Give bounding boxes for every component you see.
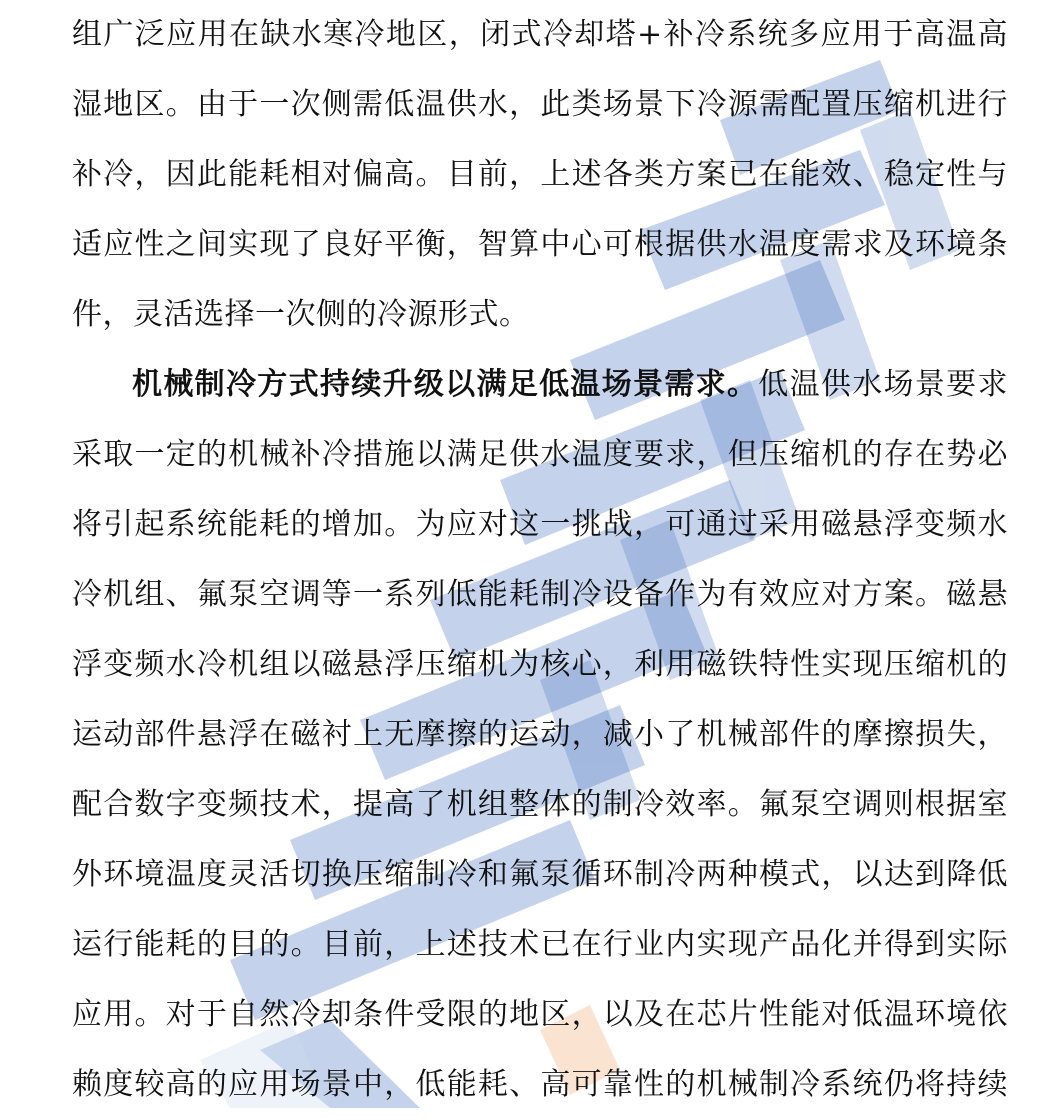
text-line: 将引起系统能耗的增加。为应对这一挑战，可通过采用磁悬浮变频水 — [72, 507, 1008, 542]
paragraph-2 — [72, 350, 1008, 1120]
text-line: 组广泛应用在缺水寒冷地区，闭式冷却塔+补冷系统多应用于高温高 — [72, 17, 1008, 52]
text-line: 应用。对于自然冷却条件受限的地区，以及在芯片性能对低温环境依 — [72, 997, 1008, 1032]
body-text — [72, 0, 1008, 1120]
text-line: 湿地区。由于一次侧需低温供水，此类场景下冷源需配置压缩机进行 — [72, 87, 1008, 122]
text-line: 采取一定的机械补冷措施以满足供水温度要求，但压缩机的存在势必 — [72, 437, 1008, 472]
text-line: 件，灵活选择一次侧的冷源形式。 — [72, 297, 530, 332]
text-line: 外环境温度灵活切换压缩制冷和氟泵循环制冷两种模式，以达到降低 — [72, 857, 1008, 892]
text-line: 配合数字变频技术，提高了机组整体的制冷效率。氟泵空调则根据室 — [72, 787, 1008, 822]
text-line: 赖度较高的应用场景中，低能耗、高可靠性的机械制冷系统仍将持续 — [72, 1067, 1008, 1102]
paragraph-2-first-line — [72, 350, 1008, 420]
text-line: 补冷，因此能耗相对偏高。目前，上述各类方案已在能效、稳定性与 — [72, 157, 1008, 192]
bold-lead-sentence: 机械制冷方式持续升级以满足低温场景需求。 — [132, 367, 759, 402]
first-line-rest: 低温供水场景要求 — [758, 367, 1009, 402]
text-line: 冷机组、氟泵空调等一系列低能耗制冷设备作为有效应对方案。磁悬 — [72, 577, 1008, 612]
paragraph-1 — [72, 0, 1008, 350]
text-line: 运动部件悬浮在磁衬上无摩擦的运动，减小了机械部件的摩擦损失， — [72, 717, 1008, 752]
text-line: 浮变频水冷机组以磁悬浮压缩机为核心，利用磁铁特性实现压缩机的 — [72, 647, 1008, 682]
text-line: 运行能耗的目的。目前，上述技术已在行业内实现产品化并得到实际 — [72, 927, 1008, 962]
text-line: 适应性之间实现了良好平衡，智算中心可根据供水温度需求及环境条 — [72, 227, 1008, 262]
